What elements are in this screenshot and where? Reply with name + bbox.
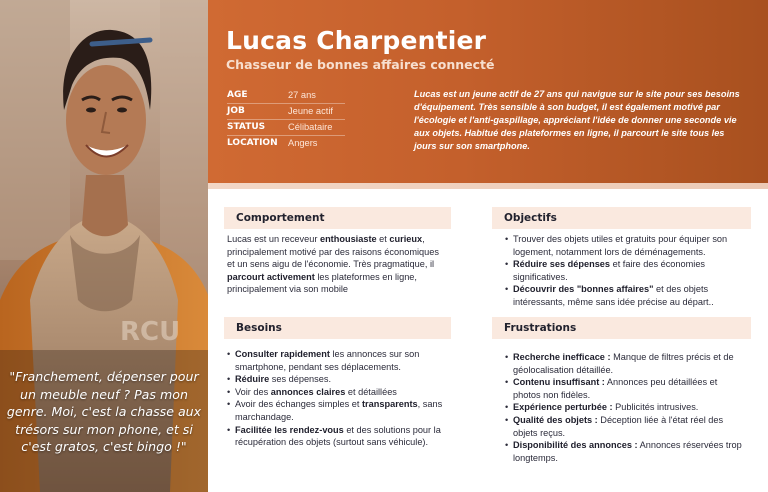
list-item <box>227 386 449 399</box>
list-item <box>227 373 449 386</box>
persona-bio: Lucas est un jeune actif de 27 ans qui navigue sur le site pour ses besoins d'équipement. Très sensible à son budget, il est également motivé par l'écologie et l'anti-gaspillage, appréciant l'idée de donner une seconde vie aux objets. Habitué des plateformes en ligne, il parcourt le site tous les jours sur son smartphone. <box>414 89 740 151</box>
fact-divider <box>227 119 345 120</box>
emphasis-text: transparents <box>362 399 418 410</box>
body-text: , principalement motivé par des raisons économiques et un sens aigu de l'économie. Très pragmatique, il <box>227 234 439 270</box>
emphasis-text: Consulter rapidement <box>235 349 330 359</box>
list-item <box>505 283 741 308</box>
persona-quote: "Franchement, dépenser pour un meuble neuf ? Pas mon genre. Moi, c'est la chasse aux trésors sur mon phone, et si c'est gratos, c'est bingo !" <box>6 369 202 454</box>
fact-divider <box>227 103 345 104</box>
body-text: Annonces peu détaillées et photos non fidèles. <box>513 377 718 400</box>
body-text: ses dépenses. <box>269 374 332 385</box>
body-text: et faire des économies significatives. <box>513 259 706 282</box>
emphasis-text: parcourt activement <box>227 271 315 282</box>
section-title-comportement: Comportement <box>224 207 451 229</box>
persona-subtitle: Chasseur de bonnes affaires connecté <box>226 57 495 72</box>
list-item <box>505 351 743 376</box>
body-text: Voir des <box>235 386 271 397</box>
fact-value: Angers <box>288 138 318 148</box>
fact-age <box>227 90 402 106</box>
emphasis-text: Disponibilité des annonces : <box>513 440 638 451</box>
body-text: , sans marchandage. <box>235 399 443 422</box>
body-text: et <box>376 234 390 244</box>
section-body-besoins <box>227 348 449 449</box>
svg-text:RCU: RCU <box>120 317 181 347</box>
section-title-objectifs: Objectifs <box>492 207 751 229</box>
emphasis-text: Qualité des objets : <box>513 414 598 425</box>
body-text: Publicités intrusives. <box>612 402 699 413</box>
emphasis-text: Découvrir des "bonnes affaires" <box>513 284 654 295</box>
fact-label: LOCATION <box>227 138 278 148</box>
comportement-text <box>227 233 449 296</box>
list-item <box>505 401 743 414</box>
fact-label: AGE <box>227 90 248 100</box>
section-title-frustrations: Frustrations <box>492 317 751 339</box>
list-item <box>505 258 741 283</box>
fact-location <box>227 138 402 154</box>
frustrations-list <box>505 351 743 464</box>
body-text: Déception liée à l'état réel des objets reçus. <box>513 414 724 438</box>
fact-status <box>227 122 402 138</box>
body-text: Annonces réservées trop longtemps. <box>513 440 742 463</box>
fact-value: Jeune actif <box>288 106 333 116</box>
emphasis-text: Facilitée les rendez-vous <box>235 424 344 435</box>
list-item <box>505 414 743 439</box>
header-divider <box>208 183 768 189</box>
section-title-besoins: Besoins <box>224 317 451 339</box>
emphasis-text: Réduire <box>235 374 270 385</box>
emphasis-text: Contenu insuffisant : <box>513 377 605 388</box>
persona-facts <box>227 90 402 154</box>
body-text: Manque de filtres précis et de géolocalisation détaillée. <box>513 352 734 375</box>
persona-name: Lucas Charpentier <box>226 26 487 55</box>
section-body-comportement <box>227 233 449 296</box>
persona-photo <box>0 0 208 492</box>
fact-value: 27 ans <box>288 90 316 100</box>
fact-divider <box>227 135 345 136</box>
list-item <box>505 233 741 258</box>
list-item <box>227 424 449 449</box>
list-item <box>505 376 743 401</box>
emphasis-text: Expérience perturbée : <box>513 402 613 413</box>
emphasis-text: enthousiaste <box>319 234 377 244</box>
objectifs-list <box>505 233 741 309</box>
emphasis-text: curieux <box>389 234 423 244</box>
fact-label: JOB <box>227 106 245 116</box>
fact-value: Célibataire <box>288 122 333 132</box>
body-text: et des objets intéressants, même sans idée précise au départ.. <box>513 284 714 307</box>
list-item <box>227 348 449 373</box>
body-text: Trouver des objets utiles et gratuits pour équiper son logement, notamment lors de déménagements. <box>513 234 728 257</box>
fact-job <box>227 106 402 122</box>
body-text: les annonces sur son smartphone, pendant ses déplacements. <box>235 349 420 372</box>
section-body-frustrations <box>505 351 743 464</box>
emphasis-text: Réduire ses dépenses <box>513 259 611 270</box>
emphasis-text: Recherche inefficace : <box>513 352 611 362</box>
section-body-objectifs <box>505 233 741 309</box>
list-item <box>227 398 449 423</box>
body-text: Lucas est un receveur <box>227 234 320 244</box>
list-item <box>505 439 743 464</box>
body-text: et des solutions pour la récupération des objets (surtout sans véhicule). <box>235 424 441 448</box>
body-text: et détaillées <box>345 386 397 397</box>
body-text: Avoir des échanges simples et <box>235 399 362 410</box>
body-text: les plateformes en ligne, principalement via son mobile <box>227 271 417 295</box>
besoins-list <box>227 348 449 449</box>
fact-label: STATUS <box>227 122 266 132</box>
emphasis-text: annonces claires <box>270 386 346 397</box>
